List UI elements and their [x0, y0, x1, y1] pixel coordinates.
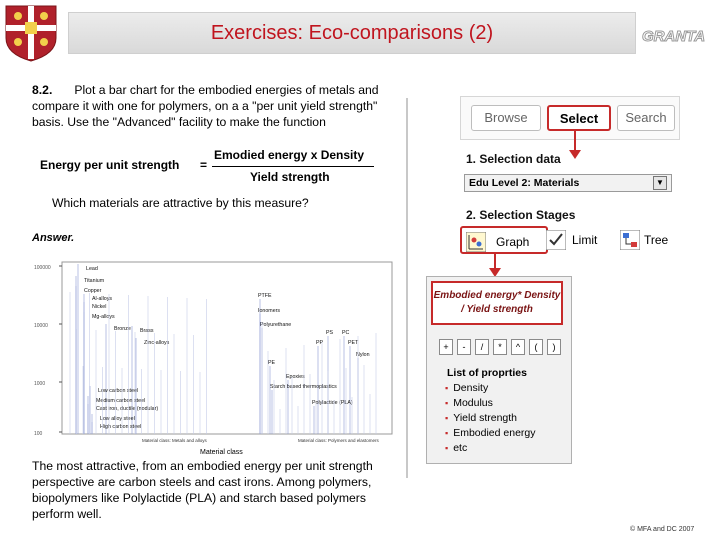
selection-data-label: 1. Selection data — [466, 152, 561, 166]
property-item[interactable]: ▪ Density — [445, 381, 536, 396]
university-crest-logo — [4, 4, 58, 62]
stage-tree-label: Tree — [644, 233, 669, 247]
y-tick-label: 100 — [34, 431, 43, 437]
dropdown-value: Edu Level 2: Materials — [469, 177, 580, 189]
metal-label: Cast iron, ductile (nodular) — [96, 406, 159, 412]
limit-icon — [546, 230, 566, 250]
fraction-line — [212, 166, 374, 167]
polymer-label: Nylon — [356, 352, 370, 358]
operator-multiply-button[interactable]: * — [493, 339, 507, 355]
arrow-down-icon — [560, 128, 590, 162]
expression-input[interactable]: Embodied energy* Density / Yield strength — [431, 281, 563, 325]
property-item[interactable]: ▪ etc — [445, 441, 536, 456]
property-list — [445, 381, 536, 456]
chart-svg — [30, 252, 398, 456]
vertical-divider — [406, 98, 408, 478]
operator-open-paren-button[interactable]: ( — [529, 339, 543, 355]
stage-tree-button[interactable] — [616, 226, 680, 254]
operator-close-paren-button[interactable]: ) — [547, 339, 561, 355]
metal-label: High carbon steel — [100, 424, 142, 430]
metal-label: Titanium — [84, 278, 105, 284]
tree-icon — [620, 230, 640, 250]
metal-label: Medium carbon steel — [96, 398, 146, 404]
polymer-label: PS — [326, 330, 334, 336]
property-item[interactable]: ▪ Yield strength — [445, 411, 536, 426]
polymer-label: Polyurethane — [260, 322, 292, 328]
stage-limit-label: Limit — [572, 233, 598, 247]
polymer-label: PTFE — [258, 293, 272, 299]
property-item[interactable]: ▪ Embodied energy — [445, 426, 536, 441]
polymer-label: Polylactide (PLA) — [312, 400, 353, 406]
operator-power-button[interactable]: ^ — [511, 339, 525, 355]
conclusion-text: The most attractive, from an embodied energy per unit strength perspective are carbon steels and cast irons. Among polymers, biopolymers like Polylactide (PLA) and starch based polymers perform well. — [32, 459, 373, 521]
property-list-heading: List of proprties — [447, 367, 527, 379]
stage-graph-button[interactable] — [460, 226, 548, 254]
exercise-body: Plot a bar chart for the embodied energies of metals and compare it with one for polymers, on a a "per unit yield strength" basis. Use the "Advanced" facility to make the function — [32, 83, 379, 129]
formula — [40, 146, 380, 188]
advanced-expression-dialog — [426, 276, 572, 464]
x-footer-left: Material class: Metals and alloys — [142, 438, 207, 443]
metal-label: Al-alloys — [92, 296, 113, 302]
formula-numerator: Emodied energy x Density — [214, 148, 365, 162]
y-tick-label: 1000 — [34, 381, 46, 387]
polymer-label: PE — [268, 360, 276, 366]
chevron-down-icon[interactable]: ▼ — [653, 176, 667, 190]
metal-label: Lead — [86, 266, 98, 272]
operator-divide-button[interactable]: / — [475, 339, 489, 355]
polymer-label: PET — [348, 340, 359, 346]
granta-logo-text: GRANTA — [642, 28, 706, 45]
granta-logo — [640, 22, 718, 48]
polymer-label: Ionomers — [258, 308, 281, 314]
y-tick-label: 10000 — [34, 323, 48, 329]
metal-label: Nickel — [92, 304, 107, 310]
y-tick-label: 100000 — [34, 265, 51, 271]
metal-label: Low alloy steel — [100, 416, 135, 422]
formula-lhs: Energy per unit strength — [40, 158, 180, 172]
slide-title: Exercises: Eco-comparisons (2) — [210, 22, 494, 44]
polymer-label: PC — [342, 330, 350, 336]
stage-graph-label: Graph — [496, 235, 530, 249]
metal-label: Brass — [140, 328, 154, 334]
formula-equals: = — [200, 158, 208, 172]
metal-label: Low carbon steel — [98, 388, 139, 394]
slide-title-bar — [68, 12, 636, 54]
x-footer-right: Material class: Polymers and elastomers — [298, 438, 379, 443]
polymer-label: Epoxies — [286, 374, 305, 380]
tab-search[interactable]: Search — [617, 105, 675, 131]
stage-limit-button[interactable] — [542, 226, 612, 254]
property-item[interactable]: ▪ Modulus — [445, 396, 536, 411]
metal-label: Mg-alloys — [92, 314, 115, 320]
embodied-energy-chart — [30, 252, 398, 456]
operator-minus-button[interactable]: - — [457, 339, 471, 355]
selection-stages-label: 2. Selection Stages — [466, 208, 576, 222]
polymer-label: Starch based thermoplastics — [270, 384, 337, 390]
exercise-number: 8.2. — [32, 83, 53, 97]
tab-browse[interactable]: Browse — [471, 105, 541, 131]
formula-denominator: Yield strength — [250, 170, 330, 184]
answer-label: Answer. — [32, 232, 75, 244]
exercise-text — [32, 82, 392, 130]
tab-select[interactable]: Select — [547, 105, 611, 131]
metal-label: Zinc-alloys — [144, 340, 170, 346]
question-text: Which materials are attractive by this measure? — [52, 196, 309, 210]
selection-data-dropdown[interactable] — [464, 174, 672, 192]
metal-label: Copper — [84, 288, 102, 294]
x-axis-label: Material class — [200, 449, 243, 456]
operator-plus-button[interactable]: + — [439, 339, 453, 355]
copyright: © MFA and DC 2007 — [630, 526, 695, 533]
polymer-label: PP — [316, 340, 324, 346]
graph-icon — [466, 232, 486, 252]
metal-label: Bronze — [114, 326, 131, 332]
